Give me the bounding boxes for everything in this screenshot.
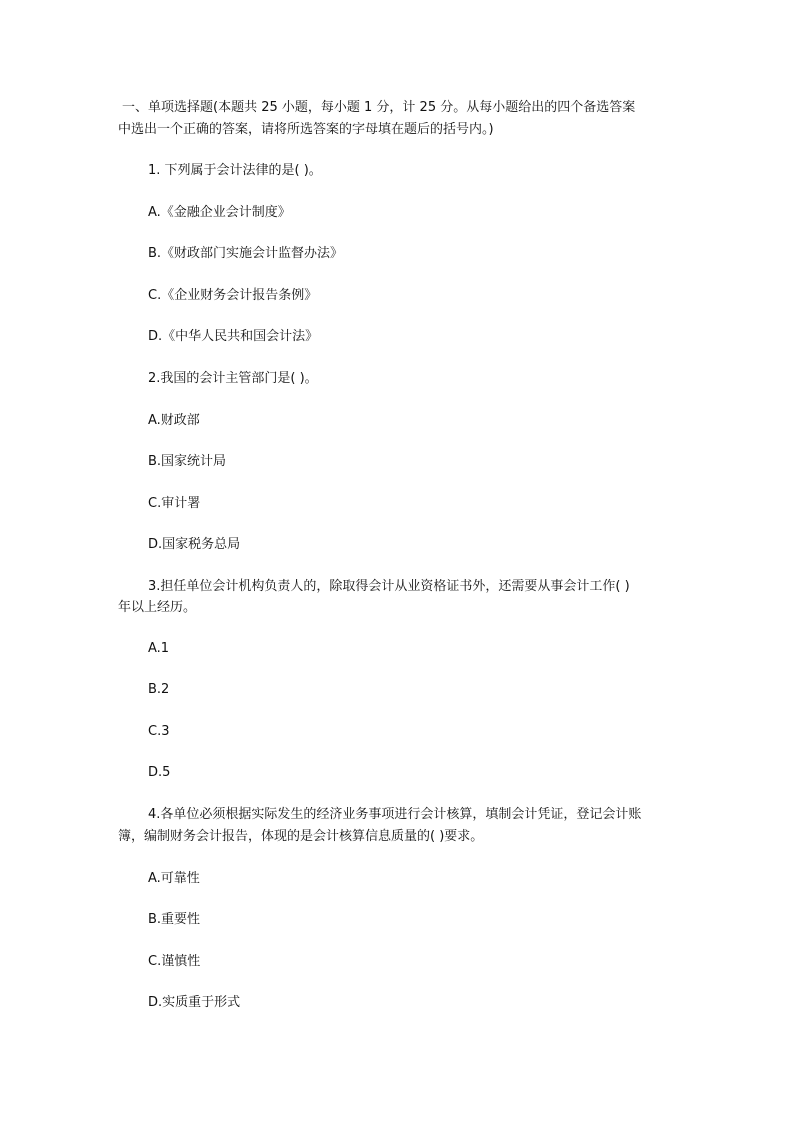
question-2-option-c: C.审计署: [148, 496, 201, 511]
section-header-line-2: 中选出一个正确的答案，请将所选答案的字母填在题后的括号内。): [118, 122, 494, 137]
question-1-stem: 1. 下列属于会计法律的是( )。: [148, 163, 322, 178]
question-3-option-a: A.1: [148, 641, 170, 656]
question-2-option-b: B.国家统计局: [148, 454, 227, 469]
question-3-option-d: D.5: [148, 765, 171, 780]
question-4-option-b: B.重要性: [148, 912, 201, 927]
section-header-line-1: 一、单项选择题(本题共 25 小题，每小题 1 分，计 25 分。从每小题给出的四个备选答案: [122, 100, 636, 115]
question-2-stem: 2.我国的会计主管部门是( )。: [148, 371, 318, 386]
question-3-option-c: C.3: [148, 724, 170, 739]
question-3-option-b: B.2: [148, 682, 170, 697]
question-4-stem-line-1: 4.各单位必须根据实际发生的经济业务事项进行会计核算，填制会计凭证，登记会计账: [148, 807, 642, 822]
question-4-option-a: A.可靠性: [148, 871, 200, 886]
question-2-option-d: D.国家税务总局: [148, 537, 241, 552]
question-3-stem-line-1: 3.担任单位会计机构负责人的，除取得会计从业资格证书外，还需要从事会计工作( ): [148, 579, 630, 594]
question-1-option-a: A.《金融企业会计制度》: [148, 205, 291, 220]
question-1-option-c: C.《企业财务会计报告条例》: [148, 288, 318, 303]
question-4-option-c: C.谨慎性: [148, 954, 201, 969]
question-2-option-a: A.财政部: [148, 413, 200, 428]
question-4-option-d: D.实质重于形式: [148, 995, 241, 1010]
question-1-option-d: D.《中华人民共和国会计法》: [148, 329, 319, 344]
question-4-stem-line-2: 簿，编制财务会计报告，体现的是会计核算信息质量的( )要求。: [118, 829, 484, 844]
question-3-stem-line-2: 年以上经历。: [118, 600, 197, 615]
question-1-option-b: B.《财政部门实施会计监督办法》: [148, 246, 344, 261]
